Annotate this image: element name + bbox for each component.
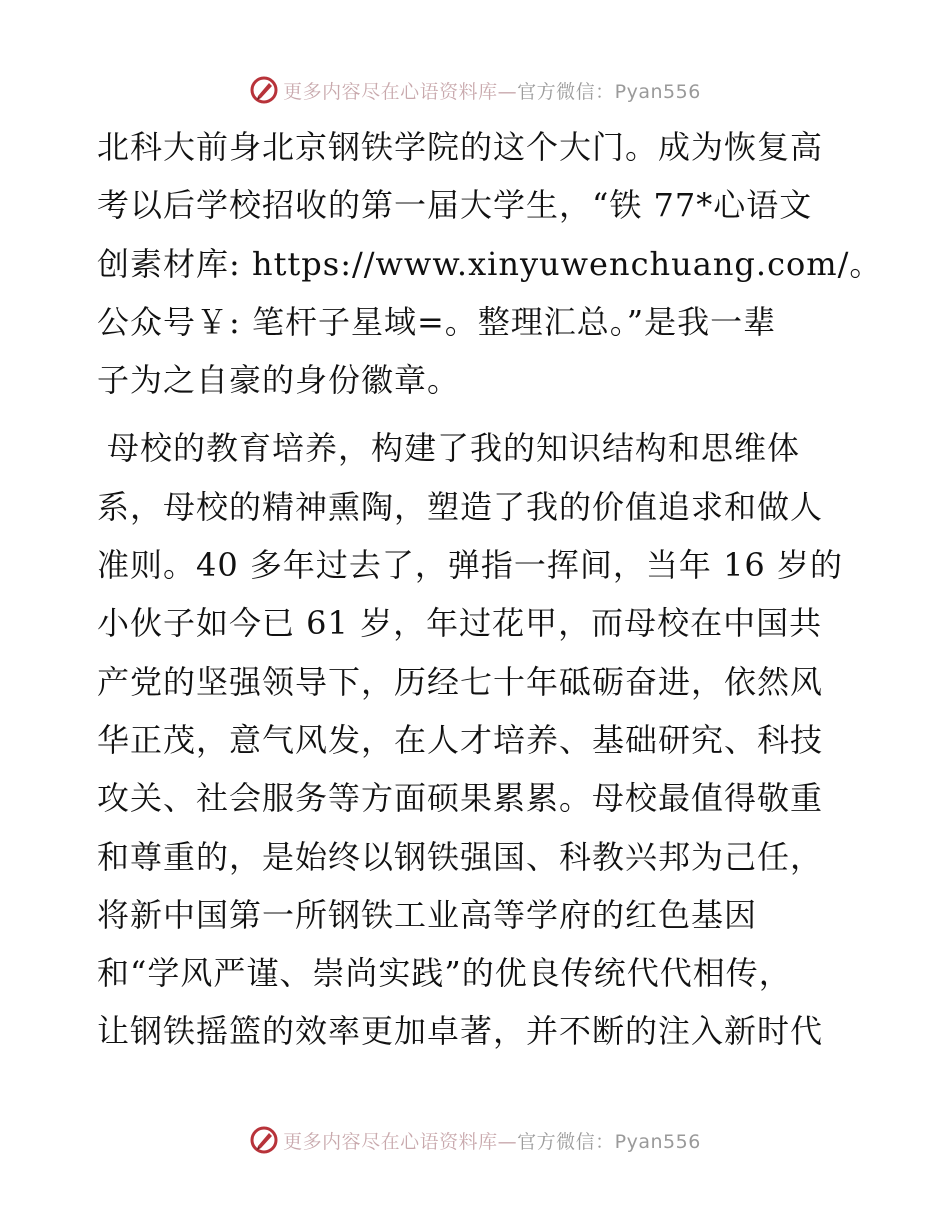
- footer-watermark-banner: [0, 1120, 950, 1160]
- text-line: 系，母校的精神熏陶，塑造了我的价值追求和做人: [97, 487, 824, 526]
- watermark-text: 更多内容尽在心语资料库—官方微信：Pyan556: [283, 80, 701, 103]
- paragraph-2: [97, 419, 857, 1060]
- text-line: 母校的教育培养，构建了我的知识结构和思维体: [107, 429, 801, 468]
- text-line: 产党的坚强领导下，历经七十年砥砺奋进，依然风: [97, 662, 824, 701]
- paragraph-1: [97, 118, 883, 409]
- document-body: [97, 118, 883, 1061]
- text-line: 小伙子如今已 61 岁，年过花甲，而母校在中国共: [97, 604, 823, 643]
- text-line: 考以后学校招收的第一届大学生，“铁 77*心语文: [97, 186, 813, 225]
- header-watermark-banner: [0, 70, 950, 110]
- text-line: 和“学风严谨、崇尚实践”的优良传统代代相传，: [97, 954, 792, 993]
- text-line: 北科大前身北京钢铁学院的这个大门。成为恢复高: [97, 128, 824, 166]
- text-line: 攻关、社会服务等方面硕果累累。母校最值得敬重: [97, 779, 824, 818]
- text-line: 准则。40 多年过去了，弹指一挥间，当年 16 岁的: [97, 546, 843, 585]
- text-line: 和尊重的，是始终以钢铁强国、科教兴邦为己任，: [97, 837, 824, 876]
- text-line: 创素材库: https://www.xinyuwenchuang.com/。: [97, 244, 883, 283]
- text-line: 让钢铁摇篮的效率更加卓著，并不断的注入新时代: [97, 1012, 824, 1051]
- pen-logo-icon: [249, 75, 279, 105]
- text-line: 子为之自豪的身份徽章。: [97, 361, 461, 400]
- watermark-wechat: 官方微信：Pyan556: [517, 1130, 701, 1153]
- text-line: 华正茂，意气风发，在人才培养、基础研究、科技: [97, 720, 824, 759]
- pen-logo-icon: [249, 1125, 279, 1155]
- text-line: 公众号￥: 笔杆子星域=。整理汇总。”是我一辈: [97, 302, 777, 341]
- watermark-wechat: 官方微信：Pyan556: [517, 80, 701, 103]
- text-line: 将新中国第一所钢铁工业高等学府的红色基因: [97, 895, 758, 934]
- watermark-text: 更多内容尽在心语资料库—官方微信：Pyan556: [283, 1130, 701, 1153]
